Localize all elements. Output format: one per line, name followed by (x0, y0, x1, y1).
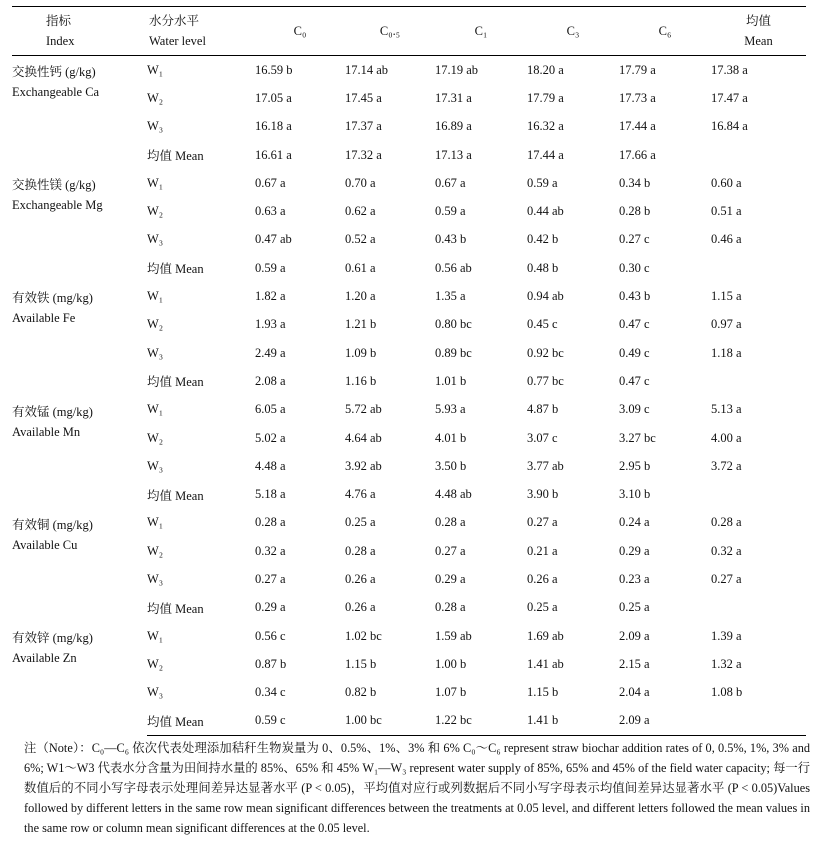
value-cell-c1: 1.01 b (435, 373, 467, 388)
index-name-cn: 有效锰 (mg/kg) (12, 404, 93, 419)
value-cell-c05: 17.32 a (345, 147, 382, 162)
value-cell-c6: 17.73 a (619, 90, 656, 105)
value-cell-c1: 0.27 a (435, 543, 466, 558)
value-cell-c05: 3.92 ab (345, 458, 382, 473)
value-cell-c3: 1.69 ab (527, 628, 564, 643)
water-level-cell: 均值 Mean (147, 375, 204, 390)
index-name (12, 396, 147, 509)
data-table (12, 6, 806, 736)
mean-cell: 3.72 a (711, 458, 742, 473)
table-row (12, 282, 806, 310)
mean-cell: 0.28 a (711, 515, 742, 530)
value-cell-c1: 17.19 ab (435, 62, 479, 77)
value-cell-c3: 0.44 ab (527, 204, 564, 219)
value-cell-c1: 0.59 a (435, 204, 466, 219)
water-level-cell: W₃ (147, 232, 164, 247)
water-level-cell: W₃ (147, 685, 164, 700)
mean-cell: 4.00 a (711, 430, 742, 445)
table-row (12, 56, 806, 85)
value-cell-c0: 0.28 a (255, 515, 286, 530)
value-cell-c05: 1.00 bc (345, 707, 435, 736)
value-cell-c05: 17.45 a (345, 90, 382, 105)
value-cell-c05: 17.14 ab (345, 62, 389, 77)
mean-cell: 0.60 a (711, 175, 742, 190)
water-level-cell: W₃ (147, 119, 164, 134)
water-level-cell: W₂ (147, 90, 164, 105)
value-cell-c6: 2.15 a (619, 656, 650, 671)
value-cell-c1: 0.89 bc (435, 345, 472, 360)
water-level-cell: W₁ (147, 402, 164, 417)
value-cell-c05: 1.09 b (345, 345, 377, 360)
value-cell-c05: 1.02 bc (345, 628, 382, 643)
header-c3: C₃ (527, 7, 619, 56)
index-name (12, 622, 147, 736)
value-cell-c0: 2.49 a (255, 345, 286, 360)
index-name-cn: 有效锌 (mg/kg) (12, 630, 93, 645)
value-cell-c3: 4.87 b (527, 402, 559, 417)
table-row (12, 622, 806, 650)
header-c05: C₀.₅ (345, 7, 435, 56)
value-cell-c3: 3.90 b (527, 487, 559, 502)
mean-cell: 1.08 b (711, 685, 743, 700)
value-cell-c1: 0.43 b (435, 232, 467, 247)
water-level-cell: 均值 Mean (147, 262, 204, 277)
mean-cell: 5.13 a (711, 402, 742, 417)
value-cell-c6: 17.79 a (619, 62, 656, 77)
value-cell-c1: 1.22 bc (435, 707, 527, 736)
water-level-cell: 均值 Mean (147, 488, 204, 503)
value-cell-c05: 0.28 a (345, 543, 376, 558)
value-cell-c6: 2.09 a (619, 707, 711, 736)
value-cell-c1: 0.80 bc (435, 317, 472, 332)
water-level-cell: W₁ (147, 289, 164, 304)
value-cell-c0: 2.08 a (255, 373, 286, 388)
value-cell-c6: 3.27 bc (619, 430, 656, 445)
value-cell-c1: 0.56 ab (435, 260, 472, 275)
value-cell-c1: 4.01 b (435, 430, 467, 445)
value-cell-c3: 16.32 a (527, 119, 564, 134)
value-cell-c6: 0.28 b (619, 204, 651, 219)
mean-cell (711, 254, 806, 282)
value-cell-c05: 4.64 ab (345, 430, 382, 445)
value-cell-c0: 5.02 a (255, 430, 286, 445)
index-name (12, 56, 147, 170)
value-cell-c0: 0.27 a (255, 571, 286, 586)
value-cell-c0: 0.59 a (255, 260, 286, 275)
index-name-en: Available Zn (12, 650, 77, 665)
header-c0: C₀ (255, 7, 345, 56)
water-level-cell: W₁ (147, 62, 164, 77)
value-cell-c05: 1.21 b (345, 317, 377, 332)
mean-cell: 17.38 a (711, 62, 748, 77)
value-cell-c0: 0.34 c (255, 685, 286, 700)
value-cell-c0: 1.93 a (255, 317, 286, 332)
header-mean: 均值 Mean (711, 7, 806, 56)
header-c1: C₁ (435, 7, 527, 56)
value-cell-c6: 2.95 b (619, 458, 651, 473)
value-cell-c6: 17.44 a (619, 119, 656, 134)
value-cell-c6: 0.49 c (619, 345, 650, 360)
index-name-cn: 有效铜 (mg/kg) (12, 517, 93, 532)
value-cell-c05: 5.72 ab (345, 402, 382, 417)
value-cell-c6: 3.09 c (619, 402, 650, 417)
header-water-level: 水分水平 Water level (147, 7, 255, 56)
value-cell-c1: 0.29 a (435, 571, 466, 586)
value-cell-c6: 0.25 a (619, 600, 650, 615)
value-cell-c3: 0.94 ab (527, 289, 564, 304)
value-cell-c0: 17.05 a (255, 90, 292, 105)
value-cell-c3: 0.27 a (527, 515, 558, 530)
water-level-cell: 均值 Mean (147, 149, 204, 164)
index-name-en: Available Fe (12, 311, 76, 326)
value-cell-c0: 6.05 a (255, 402, 286, 417)
value-cell-c0: 0.59 c (255, 707, 345, 736)
index-name (12, 509, 147, 622)
mean-cell: 1.32 a (711, 656, 742, 671)
value-cell-c0: 16.59 b (255, 62, 293, 77)
value-cell-c05: 1.20 a (345, 289, 376, 304)
value-cell-c1: 0.28 a (435, 515, 466, 530)
water-level-cell: W₂ (147, 204, 164, 219)
index-name-cn: 交换性镁 (g/kg) (12, 178, 96, 193)
value-cell-c6: 0.30 c (619, 260, 650, 275)
water-level-cell: 均值 Mean (147, 601, 204, 616)
value-cell-c05: 1.15 b (345, 656, 377, 671)
table-row (12, 169, 806, 197)
mean-cell (711, 367, 806, 395)
value-cell-c3: 1.15 b (527, 685, 559, 700)
mean-cell (711, 594, 806, 622)
water-level-cell: W₃ (147, 571, 164, 586)
water-level-cell: W₂ (147, 656, 164, 671)
value-cell-c6: 3.10 b (619, 487, 651, 502)
value-cell-c3: 0.59 a (527, 175, 558, 190)
index-name-cn: 有效铁 (mg/kg) (12, 291, 93, 306)
value-cell-c1: 0.67 a (435, 175, 466, 190)
value-cell-c0: 0.56 c (255, 628, 286, 643)
value-cell-c3: 0.45 c (527, 317, 558, 332)
water-level-cell: W₂ (147, 317, 164, 332)
mean-cell: 1.18 a (711, 345, 742, 360)
value-cell-c0: 0.47 ab (255, 232, 292, 247)
value-cell-c6: 0.27 c (619, 232, 650, 247)
value-cell-c3: 1.41 b (527, 707, 619, 736)
mean-cell: 0.51 a (711, 204, 742, 219)
value-cell-c05: 17.37 a (345, 119, 382, 134)
value-cell-c6: 0.23 a (619, 571, 650, 586)
water-level-cell: 均值 Mean (147, 707, 255, 736)
value-cell-c3: 0.48 b (527, 260, 559, 275)
water-level-cell: W₂ (147, 430, 164, 445)
value-cell-c0: 0.32 a (255, 543, 286, 558)
header-c6: C₆ (619, 7, 711, 56)
table-body (12, 56, 806, 736)
index-name-en: Exchangeable Ca (12, 85, 100, 99)
value-cell-c1: 1.00 b (435, 656, 467, 671)
mean-cell: 0.32 a (711, 543, 742, 558)
index-name-en: Available Mn (12, 424, 81, 439)
value-cell-c1: 1.59 ab (435, 628, 472, 643)
value-cell-c1: 5.93 a (435, 402, 466, 417)
value-cell-c1: 17.31 a (435, 90, 472, 105)
value-cell-c0: 0.67 a (255, 175, 286, 190)
value-cell-c6: 0.34 b (619, 175, 651, 190)
value-cell-c3: 0.21 a (527, 543, 558, 558)
value-cell-c0: 1.82 a (255, 289, 286, 304)
water-level-cell: W₂ (147, 543, 164, 558)
index-name-cn: 交换性钙 (g/kg) (12, 65, 96, 79)
mean-cell (711, 707, 806, 736)
value-cell-c6: 0.29 a (619, 543, 650, 558)
mean-cell: 0.46 a (711, 232, 742, 247)
value-cell-c05: 0.70 a (345, 175, 376, 190)
value-cell-c1: 1.35 a (435, 289, 466, 304)
water-level-cell: W₃ (147, 345, 164, 360)
value-cell-c05: 0.61 a (345, 260, 376, 275)
table-note: 注（Note）：C₀—C₆ 依次代表处理添加秸秆生物炭量为 0、0.5%、1%、3% 和 6% C₀～C₆ represent straw biochar addition rates of 0, 0.5%, 1%, 3% and 6%; W1～W3 代表水分含量为田间持水量的 85%、65% 和 45% W₁—W₃ represent water supply of 85%, 65% and 45% of the field water capacity; 每一行数值后的不同小写字母表示处理间差异达显著水平 (P < 0.05)，平均值对应行或列数据后不同小写字母表示均值间差异达显著水平 (P < 0.05)Values followed by different letters in the same row mean significant differences between the treatments at 0.05 level, and different letters followed the mean values in the same row or column mean significant differences at the 0.05 level. (24, 741, 810, 835)
mean-cell: 16.84 a (711, 119, 748, 134)
value-cell-c3: 0.92 bc (527, 345, 564, 360)
value-cell-c1: 17.13 a (435, 147, 472, 162)
index-name-en: Available Cu (12, 537, 78, 552)
value-cell-c0: 5.18 a (255, 487, 286, 502)
value-cell-c0: 0.87 b (255, 656, 287, 671)
value-cell-c05: 0.62 a (345, 204, 376, 219)
value-cell-c1: 3.50 b (435, 458, 467, 473)
value-cell-c3: 3.07 c (527, 430, 558, 445)
mean-cell: 17.47 a (711, 90, 748, 105)
value-cell-c6: 2.04 a (619, 685, 650, 700)
value-cell-c3: 0.77 bc (527, 373, 564, 388)
value-cell-c3: 3.77 ab (527, 458, 564, 473)
value-cell-c3: 0.26 a (527, 571, 558, 586)
index-name-en: Exchangeable Mg (12, 198, 103, 213)
water-level-cell: W₁ (147, 175, 164, 190)
value-cell-c0: 16.61 a (255, 147, 292, 162)
water-level-cell: W₁ (147, 628, 164, 643)
value-cell-c05: 0.26 a (345, 571, 376, 586)
value-cell-c3: 18.20 a (527, 62, 564, 77)
value-cell-c3: 17.44 a (527, 147, 564, 162)
value-cell-c0: 4.48 a (255, 458, 286, 473)
table-row (12, 396, 806, 424)
value-cell-c3: 0.42 b (527, 232, 559, 247)
table-row (12, 509, 806, 537)
value-cell-c6: 0.43 b (619, 289, 651, 304)
value-cell-c6: 17.66 a (619, 147, 656, 162)
header-row (12, 7, 806, 56)
value-cell-c1: 16.89 a (435, 119, 472, 134)
value-cell-c6: 0.47 c (619, 373, 650, 388)
mean-cell: 1.15 a (711, 289, 742, 304)
value-cell-c6: 0.47 c (619, 317, 650, 332)
mean-cell (711, 141, 806, 169)
value-cell-c05: 1.16 b (345, 373, 377, 388)
index-name (12, 169, 147, 282)
value-cell-c3: 1.41 ab (527, 656, 564, 671)
value-cell-c05: 0.82 b (345, 685, 377, 700)
mean-cell: 1.39 a (711, 628, 742, 643)
value-cell-c3: 0.25 a (527, 600, 558, 615)
value-cell-c3: 17.79 a (527, 90, 564, 105)
mean-cell: 0.97 a (711, 317, 742, 332)
value-cell-c05: 0.26 a (345, 600, 376, 615)
mean-cell: 0.27 a (711, 571, 742, 586)
value-cell-c6: 2.09 a (619, 628, 650, 643)
header-index: 指标 Index (12, 7, 147, 56)
value-cell-c05: 4.76 a (345, 487, 376, 502)
value-cell-c0: 0.29 a (255, 600, 286, 615)
value-cell-c1: 1.07 b (435, 685, 467, 700)
water-level-cell: W₃ (147, 458, 164, 473)
value-cell-c05: 0.25 a (345, 515, 376, 530)
mean-cell (711, 480, 806, 508)
value-cell-c6: 0.24 a (619, 515, 650, 530)
value-cell-c05: 0.52 a (345, 232, 376, 247)
value-cell-c1: 4.48 ab (435, 487, 472, 502)
water-level-cell: W₁ (147, 515, 164, 530)
value-cell-c0: 16.18 a (255, 119, 292, 134)
value-cell-c1: 0.28 a (435, 600, 466, 615)
value-cell-c0: 0.63 a (255, 204, 286, 219)
index-name (12, 282, 147, 395)
